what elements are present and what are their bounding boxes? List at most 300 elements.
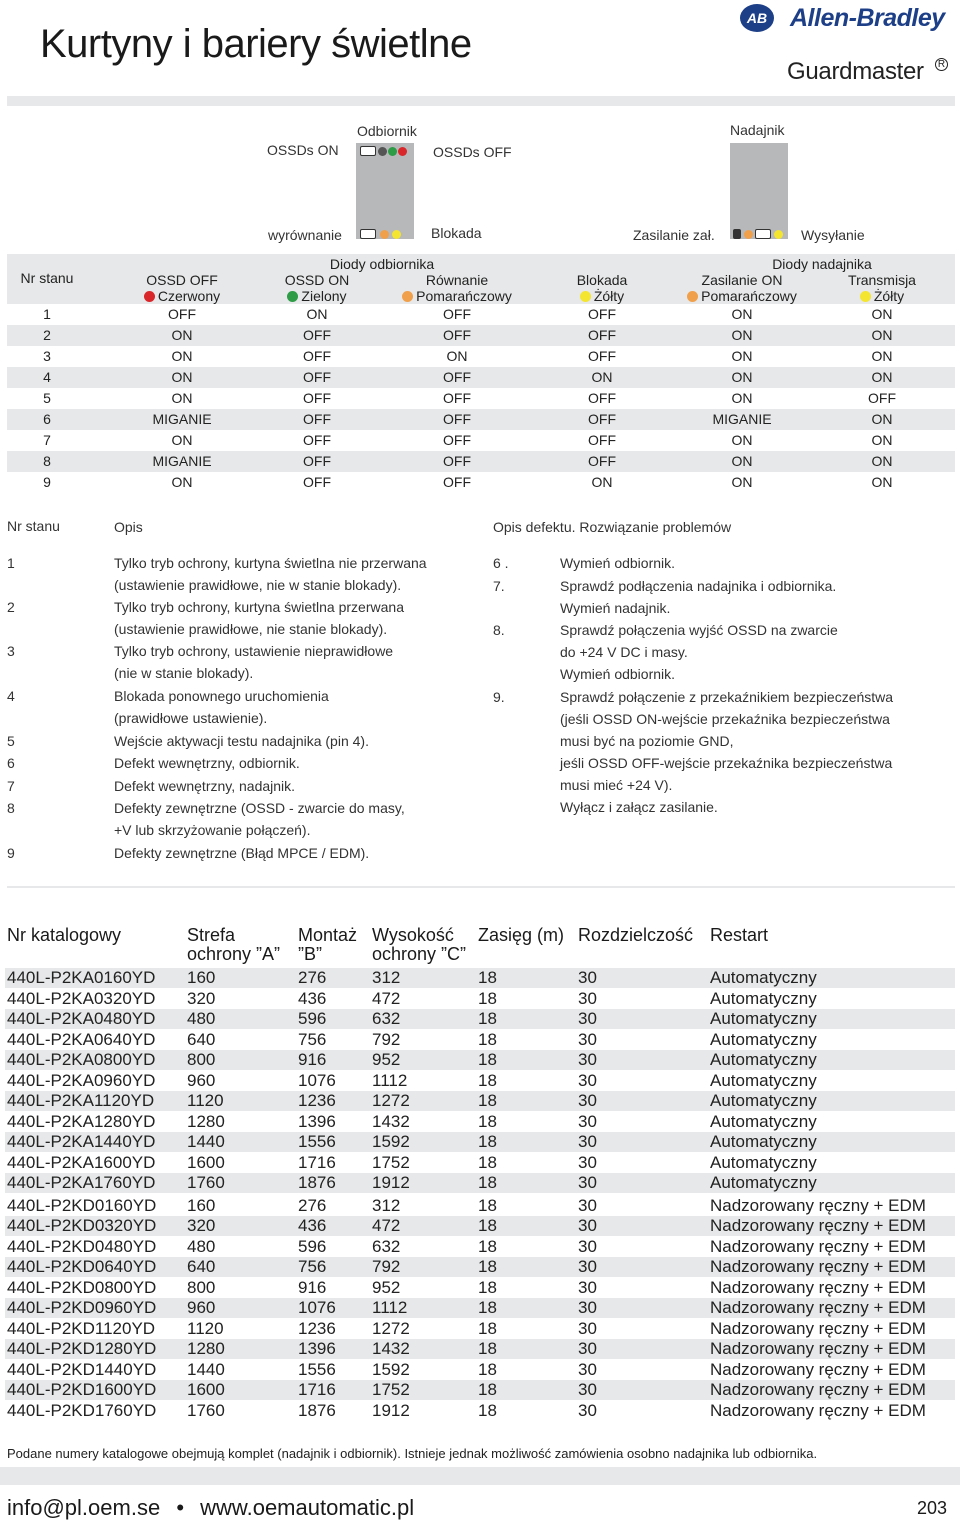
table-cell: Automatyczny [710, 1091, 817, 1110]
table-cell: 6 [43, 411, 51, 427]
table-cell: 30 [578, 1070, 597, 1090]
table-cell: 952 [372, 1277, 401, 1297]
table-cell: ON [871, 327, 893, 343]
table-cell: 756 [298, 1257, 327, 1276]
receiver-label: Odbiornik [357, 123, 417, 139]
page-title: Kurtyny i bariery świetlne [40, 22, 472, 66]
col-ossd-off-color: Czerwony [122, 288, 242, 304]
table-cell: MIGANIE [152, 411, 212, 427]
receiver-segment-icon [360, 229, 376, 239]
table-cell: Nadzorowany ręczny + EDM [710, 1236, 926, 1256]
alignment-label: wyrównanie [268, 227, 342, 243]
table-cell: 1912 [372, 1400, 410, 1420]
table-cell: OFF [443, 327, 471, 343]
table-cell: ON [591, 474, 613, 490]
table-cell: 1 [43, 306, 51, 322]
table-cell: ON [446, 348, 468, 364]
table-cell: Automatyczny [710, 1050, 817, 1069]
table-cell: 436 [298, 988, 327, 1008]
section-divider [7, 886, 955, 888]
table-cell: 1760 [187, 1173, 225, 1192]
fault-number: 9. [493, 689, 505, 705]
table-cell: 30 [578, 1091, 597, 1110]
col-ossd-on-color: Zielony [257, 288, 377, 304]
table-cell: 1112 [372, 1298, 408, 1317]
table-cell: ON [171, 390, 193, 406]
table-cell: 1440 [187, 1132, 225, 1151]
table-cell: 472 [372, 988, 401, 1008]
col-alignment-heading: Równanie [425, 272, 489, 288]
catalog-number: 440L-P2KD0160YD [7, 1195, 157, 1215]
table-cell: ON [171, 348, 193, 364]
table-cell: 8 [43, 453, 51, 469]
catalog-number: 440L-P2KD1600YD [7, 1380, 157, 1399]
table-cell: ON [171, 369, 193, 385]
red-dot-icon [144, 291, 155, 302]
fault-text: Sprawdź połączenia wyjść OSSD na zwarcie [560, 622, 838, 638]
ossds-off-label: OSSDs OFF [433, 144, 512, 160]
description-text: Tylko tryb ochrony, kurtyna świetlna nie przerwana [114, 555, 427, 571]
table-row [5, 1216, 955, 1236]
table-row [5, 1009, 955, 1029]
table-cell: 952 [372, 1050, 401, 1069]
table-cell: OFF [443, 432, 471, 448]
table-row [5, 1132, 955, 1152]
table-row [5, 1112, 955, 1132]
table-cell: OFF [303, 369, 331, 385]
table-cell: ON [731, 474, 753, 490]
table-cell: 160 [187, 1195, 216, 1215]
table-cell: 30 [578, 1318, 597, 1338]
table-cell: 3 [43, 348, 51, 364]
table-cell: 30 [578, 1236, 597, 1256]
table-cell: ON [871, 432, 893, 448]
table-cell: 472 [372, 1216, 401, 1235]
table-row [5, 1196, 955, 1216]
table-cell: 18 [478, 988, 497, 1008]
fault-text: Wymień odbiornik. [560, 555, 676, 571]
table-cell: OFF [588, 348, 616, 364]
catalog-column-header: Strefa [187, 925, 236, 945]
table-cell: Nadzorowany ręczny + EDM [710, 1318, 926, 1338]
table-cell: 1556 [298, 1132, 336, 1151]
table-cell: OFF [303, 390, 331, 406]
description-text: Wejście aktywacji testu nadajnika (pin 4). [114, 733, 369, 749]
table-cell: OFF [588, 390, 616, 406]
table-cell: 276 [298, 1195, 327, 1215]
table-cell: 30 [578, 1339, 597, 1358]
table-cell: ON [871, 411, 893, 427]
table-row [7, 451, 955, 472]
table-cell: 18 [478, 1111, 497, 1131]
table-cell: 800 [187, 1277, 216, 1297]
table-cell: Automatyczny [710, 1152, 817, 1172]
description-text: Blokada ponownego uruchomienia [114, 688, 329, 704]
transmitting-label: Wysyłanie [801, 227, 865, 243]
catalog-number: 440L-P2KD1280YD [7, 1339, 157, 1358]
table-row [5, 968, 955, 988]
description-text: Defekt wewnętrzny, nadajnik. [114, 778, 296, 794]
table-cell: OFF [588, 432, 616, 448]
table-cell: 30 [578, 1111, 597, 1131]
table-cell: 1432 [372, 1339, 410, 1358]
table-cell: 320 [187, 988, 216, 1008]
fault-text: musi być na poziomie GND, [560, 733, 734, 749]
table-row [5, 1339, 955, 1359]
header-divider [7, 96, 955, 106]
receiver-panel [356, 143, 414, 239]
table-cell: 632 [372, 1236, 401, 1256]
table-row [5, 1237, 955, 1257]
catalog-number: 440L-P2KD0480YD [7, 1236, 157, 1256]
receiver-segment-icon [360, 146, 376, 156]
table-cell: 160 [187, 968, 216, 987]
table-row [7, 409, 955, 430]
table-cell: Automatyczny [710, 968, 817, 987]
table-row [7, 346, 955, 367]
table-row [5, 1360, 955, 1380]
description-number: 7 [7, 778, 15, 794]
description-number: 8 [7, 800, 15, 816]
fault-number: 8. [493, 622, 505, 638]
table-cell: OFF [443, 306, 471, 322]
table-cell: Nadzorowany ręczny + EDM [710, 1339, 926, 1358]
table-cell: ON [731, 306, 753, 322]
table-row [5, 1298, 955, 1318]
table-cell: 960 [187, 1070, 216, 1090]
table-row [5, 1071, 955, 1091]
table-cell: 18 [478, 1152, 497, 1172]
table-cell: 632 [372, 1009, 401, 1028]
table-cell: ON [731, 327, 753, 343]
table-cell: OFF [303, 432, 331, 448]
catalog-number: 440L-P2KA1280YD [7, 1111, 156, 1131]
table-cell: 1396 [298, 1339, 336, 1358]
table-cell: OFF [868, 390, 896, 406]
table-row [7, 304, 955, 325]
table-row [5, 1319, 955, 1339]
fault-text: (jeśli OSSD ON-wejście przekaźnika bezpieczeństwa [560, 711, 890, 727]
table-cell: OFF [303, 453, 331, 469]
description-text: (prawidłowe ustawienie). [114, 710, 268, 726]
table-cell: 916 [298, 1050, 327, 1069]
table-cell: Automatyczny [710, 1173, 817, 1192]
table-cell: 1280 [187, 1339, 225, 1358]
description-text: Defekty zewnętrzne (Błąd MPCE / EDM). [114, 845, 370, 861]
table-cell: 1912 [372, 1173, 410, 1192]
table-cell: 18 [478, 968, 497, 987]
table-cell: 1556 [298, 1359, 336, 1379]
col-state-heading: Nr stanu [20, 270, 74, 286]
table-cell: 30 [578, 1359, 597, 1379]
table-cell: 7 [43, 432, 51, 448]
col-ossd-on-heading: OSSD ON [284, 272, 350, 288]
table-cell: 1600 [187, 1380, 225, 1399]
table-cell: MIGANIE [152, 453, 212, 469]
table-cell: 756 [298, 1029, 327, 1049]
table-cell: OFF [443, 390, 471, 406]
interlock-label: Blokada [431, 225, 482, 241]
table-cell: 18 [478, 1009, 497, 1028]
table-row [5, 1153, 955, 1173]
table-cell: 436 [298, 1216, 327, 1235]
table-cell: 596 [298, 1009, 327, 1028]
col-alignment-color: Pomarańczowy [392, 288, 522, 304]
table-cell: 1236 [298, 1318, 336, 1338]
fault-text: Sprawdź połączenie z przekaźnikiem bezpieczeństwa [560, 689, 894, 705]
table-row [5, 1401, 955, 1421]
table-cell: OFF [443, 474, 471, 490]
col-transmission-heading: Transmisja [848, 272, 916, 288]
table-cell: 30 [578, 988, 597, 1008]
table-cell: ON [171, 327, 193, 343]
description-text: Defekty zewnętrzne (OSSD - zwarcie do masy, [114, 800, 405, 816]
table-cell: 1272 [372, 1318, 410, 1338]
table-cell: ON [871, 474, 893, 490]
description-text: Tylko tryb ochrony, kurtyna świetlna przerwana [114, 599, 404, 615]
registered-icon: R [935, 58, 948, 71]
table-cell: OFF [443, 411, 471, 427]
table-row [5, 989, 955, 1009]
table-cell: 18 [478, 1091, 497, 1110]
table-cell: ON [871, 369, 893, 385]
table-cell: ON [731, 432, 753, 448]
table-cell: 1760 [187, 1400, 225, 1420]
orange-dot-icon [402, 291, 413, 302]
table-cell: ON [731, 390, 753, 406]
table-cell: 18 [478, 1216, 497, 1235]
table-cell: ON [871, 453, 893, 469]
fault-number: 7. [493, 578, 505, 594]
fault-text: Wymień odbiornik. [560, 666, 676, 682]
catalog-number: 440L-P2KD0800YD [7, 1277, 157, 1297]
table-cell: ON [171, 474, 193, 490]
catalog-number: 440L-P2KD1120YD [7, 1318, 156, 1338]
table-cell: 1600 [187, 1152, 225, 1172]
table-cell: OFF [443, 369, 471, 385]
description-number: 4 [7, 688, 15, 704]
table-cell: 1592 [372, 1359, 410, 1379]
table-cell: 5 [43, 390, 51, 406]
description-number: 1 [7, 555, 15, 571]
table-cell: 1280 [187, 1111, 225, 1131]
power-on-label: Zasilanie zał. [633, 227, 715, 243]
table-cell: Nadzorowany ręczny + EDM [710, 1277, 926, 1297]
table-cell: 800 [187, 1050, 216, 1069]
table-cell: 1076 [298, 1298, 336, 1317]
description-number: 3 [7, 643, 15, 659]
table-cell: 18 [478, 1236, 497, 1256]
description-text: (ustawienie prawidłowe, nie w stanie blokady). [114, 577, 402, 593]
table-cell: 30 [578, 1277, 597, 1297]
fault-number: 6 . [493, 555, 509, 571]
table-cell: 30 [578, 1029, 597, 1049]
table-cell: 792 [372, 1029, 401, 1049]
footer-website[interactable]: www.oemautomatic.pl [200, 1495, 415, 1520]
table-cell: 30 [578, 1380, 597, 1399]
catalog-column-header: ochrony ”C” [372, 944, 467, 964]
table-cell: 1876 [298, 1400, 336, 1420]
col-interlock-color: Żółty [542, 288, 662, 304]
table-cell: 1236 [298, 1091, 336, 1110]
table-cell: 312 [372, 968, 401, 987]
table-cell: 1432 [372, 1111, 410, 1131]
col-transmission-color: Żółty [822, 288, 942, 304]
table-cell: OFF [588, 453, 616, 469]
table-cell: 18 [478, 1029, 497, 1049]
catalog-number: 440L-P2KD1760YD [7, 1400, 157, 1420]
fault-text: Wymień nadajnik. [560, 600, 671, 616]
table-cell: 1272 [372, 1091, 410, 1110]
catalog-number: 440L-P2KD1440YD [7, 1359, 157, 1379]
table-cell: 30 [578, 1195, 597, 1215]
table-cell: 18 [478, 1298, 497, 1317]
catalog-number: 440L-P2KA0960YD [7, 1070, 156, 1090]
catalog-note: Podane numery katalogowe obejmują komplet (nadajnik i odbiornik). Istnieje jednak możliwość zamówienia osobno nadajnika lub odbiornika. [7, 1446, 818, 1461]
table-cell: Automatyczny [710, 1009, 817, 1028]
sub-brand-logo: Guardmaster [787, 58, 924, 85]
catalog-number: 440L-P2KD0320YD [7, 1216, 157, 1235]
yellow-dot-icon [580, 291, 591, 302]
table-cell: 960 [187, 1298, 216, 1317]
catalog-number: 440L-P2KA0480YD [7, 1009, 156, 1028]
description-text: Defekt wewnętrzny, odbiornik. [114, 755, 300, 771]
table-cell: ON [871, 306, 893, 322]
transmitter-label: Nadajnik [730, 122, 785, 138]
table-cell: Nadzorowany ręczny + EDM [710, 1298, 926, 1317]
table-cell: 18 [478, 1132, 497, 1151]
catalog-number: 440L-P2KA0640YD [7, 1029, 156, 1049]
catalog-column-header: Wysokość [372, 925, 454, 945]
catalog-number: 440L-P2KA0160YD [7, 968, 156, 987]
table-cell: OFF [588, 411, 616, 427]
transmitter-panel [730, 143, 788, 239]
orange-led-icon [744, 230, 753, 239]
table-cell: OFF [443, 453, 471, 469]
description-text: (nie w stanie blokady). [114, 665, 254, 681]
orange-led-icon [380, 230, 389, 239]
catalog-column-header: Restart [710, 925, 769, 945]
table-row [5, 1091, 955, 1111]
brand-name: Allen-Bradley [790, 4, 945, 32]
table-cell: 30 [578, 1009, 597, 1028]
table-cell: 2 [43, 327, 51, 343]
green-dot-icon [287, 291, 298, 302]
fault-text: Sprawdź podłączenia nadajnika i odbiornika. [560, 578, 837, 594]
table-cell: 916 [298, 1277, 327, 1297]
description-number: 5 [7, 733, 15, 749]
table-cell: 30 [578, 1173, 597, 1192]
table-cell: 18 [478, 1195, 497, 1215]
table-cell: Nadzorowany ręczny + EDM [710, 1400, 926, 1420]
bullet-icon: • [176, 1495, 185, 1520]
table-cell: 480 [187, 1236, 216, 1256]
catalog-column-header: ochrony ”A” [187, 944, 281, 964]
catalog-number: 440L-P2KA1760YD [7, 1173, 156, 1192]
yellow-led-icon [392, 230, 401, 239]
table-cell: ON [731, 453, 753, 469]
footer-divider [0, 1467, 960, 1485]
catalog-column-header: Nr katalogowy [7, 925, 122, 945]
table-cell: ON [731, 348, 753, 364]
transmitter-leds-heading: Diody nadajnika [772, 256, 872, 272]
catalog-column-header: Zasięg (m) [478, 925, 565, 945]
table-cell: 18 [478, 1339, 497, 1358]
table-cell: OFF [303, 411, 331, 427]
table-cell: 30 [578, 1050, 597, 1069]
catalog-number: 440L-P2KD0640YD [7, 1257, 157, 1276]
status-table-header [7, 254, 955, 304]
table-cell: 18 [478, 1257, 497, 1276]
table-row [7, 388, 955, 409]
table-cell: 9 [43, 474, 51, 490]
led-off-icon [378, 147, 387, 156]
description-text: Tylko tryb ochrony, ustawienie nieprawidłowe [114, 643, 394, 659]
table-cell: 1120 [187, 1318, 224, 1338]
col-power-heading: Zasilanie ON [701, 272, 783, 288]
description-text: (ustawienie prawidłowe, nie stanie blokady). [114, 621, 388, 637]
table-cell: 30 [578, 1216, 597, 1235]
receiver-leds-heading: Diody odbiornika [329, 256, 435, 272]
table-row [5, 1257, 955, 1277]
col-ossd-off-heading: OSSD OFF [146, 272, 218, 288]
table-cell: OFF [588, 327, 616, 343]
table-cell: 18 [478, 1173, 497, 1192]
table-cell: Nadzorowany ręczny + EDM [710, 1359, 926, 1379]
table-cell: 30 [578, 968, 597, 987]
table-row [5, 1050, 955, 1070]
table-cell: 312 [372, 1195, 401, 1215]
table-cell: 18 [478, 1050, 497, 1069]
table-cell: 1112 [372, 1070, 408, 1090]
yellow-led-icon [774, 230, 783, 239]
desc-col-state: Nr stanu [7, 518, 60, 534]
fault-text: Wyłącz i załącz zasilanie. [560, 799, 718, 815]
page-number: 203 [917, 1498, 948, 1518]
table-row [7, 472, 955, 493]
table-cell: 1396 [298, 1111, 336, 1131]
table-cell: ON [306, 306, 328, 322]
table-cell: 18 [478, 1400, 497, 1420]
table-cell: 30 [578, 1298, 597, 1317]
table-row [7, 367, 955, 388]
table-cell: OFF [168, 306, 196, 322]
table-cell: ON [591, 369, 613, 385]
table-row [5, 1173, 955, 1193]
table-cell: 1592 [372, 1132, 410, 1151]
table-cell: MIGANIE [712, 411, 772, 427]
green-led-icon [388, 147, 397, 156]
yellow-dot-icon [860, 291, 871, 302]
table-cell: Automatyczny [710, 1132, 817, 1151]
catalog-number: 440L-P2KA1600YD [7, 1152, 156, 1172]
table-cell: 18 [478, 1359, 497, 1379]
table-cell: OFF [303, 348, 331, 364]
table-cell: 18 [478, 1070, 497, 1090]
table-cell: 792 [372, 1257, 401, 1276]
catalog-number: 440L-P2KA1120YD [7, 1091, 155, 1110]
table-cell: 30 [578, 1400, 597, 1420]
description-number: 2 [7, 599, 15, 615]
description-number: 9 [7, 845, 15, 861]
catalog-column-header: Rozdzielczość [578, 925, 694, 945]
table-cell: ON [171, 432, 193, 448]
footer-email[interactable]: info@pl.oem.se [7, 1495, 161, 1520]
table-row [7, 430, 955, 451]
table-cell: 30 [578, 1152, 597, 1172]
fault-text: do +24 V DC i masy. [560, 644, 688, 660]
table-cell: 18 [478, 1277, 497, 1297]
